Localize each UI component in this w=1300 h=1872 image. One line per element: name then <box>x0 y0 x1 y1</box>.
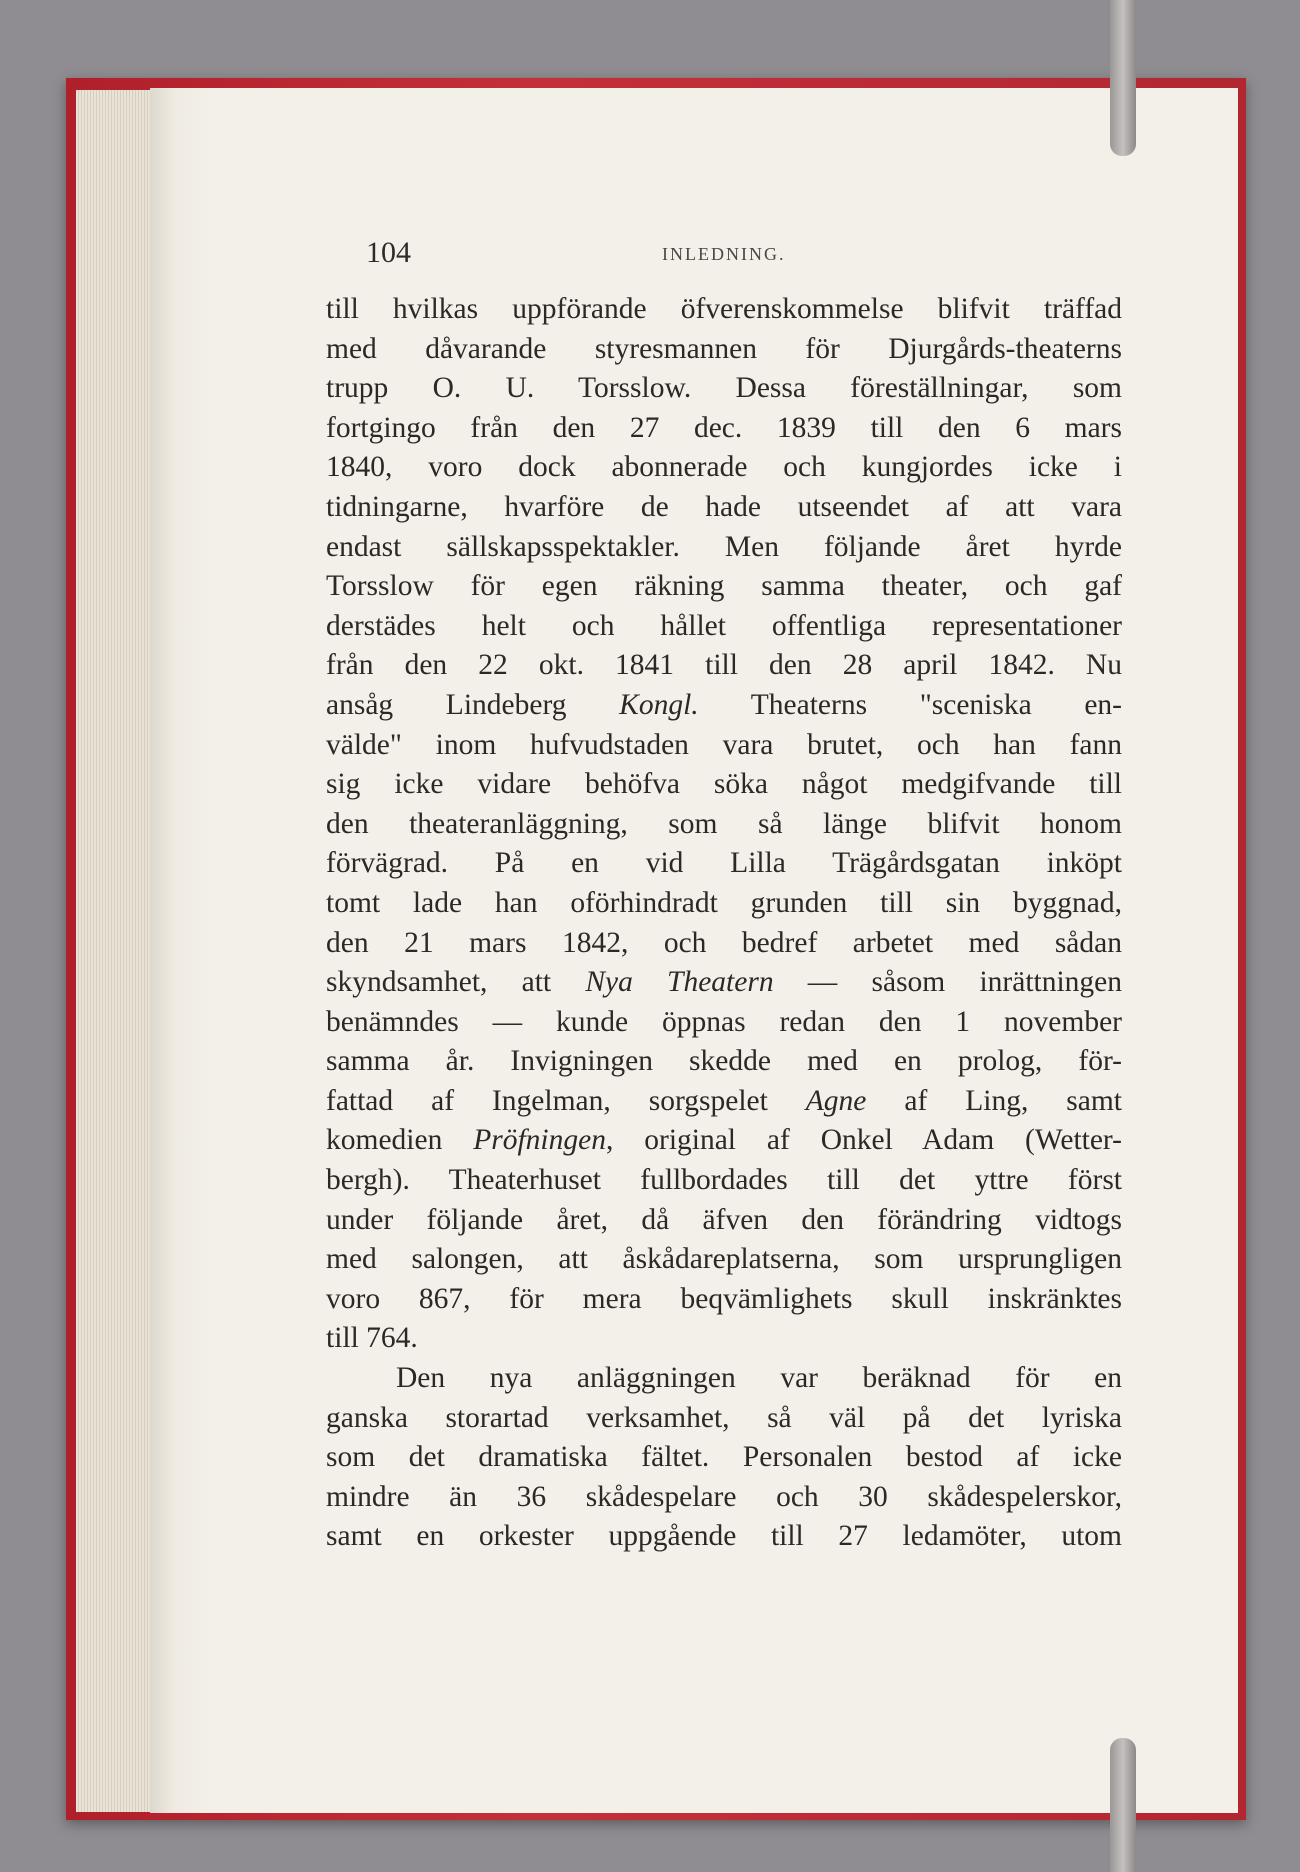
text-line: till 764. <box>326 1322 418 1355</box>
text-line: som det dramatiska fältet. Personalen bestod af icke <box>326 1441 1122 1474</box>
page-edges <box>76 90 155 1812</box>
text-line: ansåg Lindeberg Kongl. Theaterns "sceniska en- <box>326 688 1122 721</box>
text-line: samt en orkester uppgående till 27 ledamöter, utom <box>326 1520 1122 1553</box>
text-line: välde" inom hufvudstaden vara brutet, och han fann <box>326 728 1122 761</box>
text-line: skyndsamhet, att Nya Theatern — såsom inrättningen <box>326 966 1122 999</box>
page-number: 104 <box>366 236 411 269</box>
text-line: ganska storartad verksamhet, så väl på det lyriska <box>326 1401 1122 1434</box>
text-line: förvägrad. På en vid Lilla Trägårdsgatan inköpt <box>326 847 1122 880</box>
text-line: mindre än 36 skådespelare och 30 skådespelerskor, <box>326 1480 1122 1513</box>
text-line: den 21 mars 1842, och bedref arbetet med sådan <box>326 926 1122 959</box>
text-line: från den 22 okt. 1841 till den 28 april 1842. Nu <box>326 649 1122 682</box>
text-line: benämndes — kunde öppnas redan den 1 november <box>326 1005 1122 1038</box>
bookmark-ribbon-top <box>1110 0 1136 156</box>
page-header <box>366 236 1126 276</box>
paragraph-1 <box>326 290 1122 1359</box>
text-line: Torsslow för egen räkning samma theater, och gaf <box>326 570 1122 603</box>
text-line: sig icke vidare behöfva söka något medgifvande till <box>326 768 1122 801</box>
text-line: fortgingo från den 27 dec. 1839 till den 6 mars <box>326 411 1122 444</box>
text-line: tomt lade han oförhindradt grunden till sin byggnad, <box>326 886 1122 919</box>
running-head: INLEDNING. <box>662 244 786 264</box>
text-line: voro 867, för mera beqvämlighets skull inskränktes <box>326 1282 1122 1315</box>
text-line: trupp O. U. Torsslow. Dessa föreställningar, som <box>326 372 1122 405</box>
text-line: bergh). Theaterhuset fullbordades till det yttre först <box>326 1164 1122 1197</box>
text-line: tidningarne, hvarföre de hade utseendet af att vara <box>326 490 1122 523</box>
bookmark-ribbon-bottom <box>1110 1738 1136 1872</box>
text-line: med dåvarande styresmannen för Djurgårds-theaterns <box>326 332 1122 365</box>
text-line: under följande året, då äfven den förändring vidtogs <box>326 1203 1122 1236</box>
text-line: komedien Pröfningen, original af Onkel Adam (Wetter- <box>326 1124 1122 1157</box>
text-line: 1840, voro dock abonnerade och kungjordes icke i <box>326 451 1122 484</box>
body-text <box>326 290 1122 1557</box>
text-line: med salongen, att åskådareplatserna, som ursprungligen <box>326 1243 1122 1276</box>
text-line: till hvilkas uppförande öfverenskommelse blifvit träffad <box>326 293 1122 325</box>
text-line: endast sällskapsspektakler. Men följande året hyrde <box>326 530 1122 563</box>
text-line: samma år. Invigningen skedde med en prolog, för- <box>326 1045 1122 1078</box>
text-line: fattad af Ingelman, sorgspelet Agne af Ling, samt <box>326 1084 1122 1117</box>
text-line: derstädes helt och hållet offentliga representationer <box>326 609 1122 642</box>
text-line: den theateranläggning, som så länge blifvit honom <box>326 807 1122 840</box>
text-line: Den nya anläggningen var beräknad för en <box>396 1362 1122 1395</box>
paragraph-2 <box>326 1359 1122 1557</box>
